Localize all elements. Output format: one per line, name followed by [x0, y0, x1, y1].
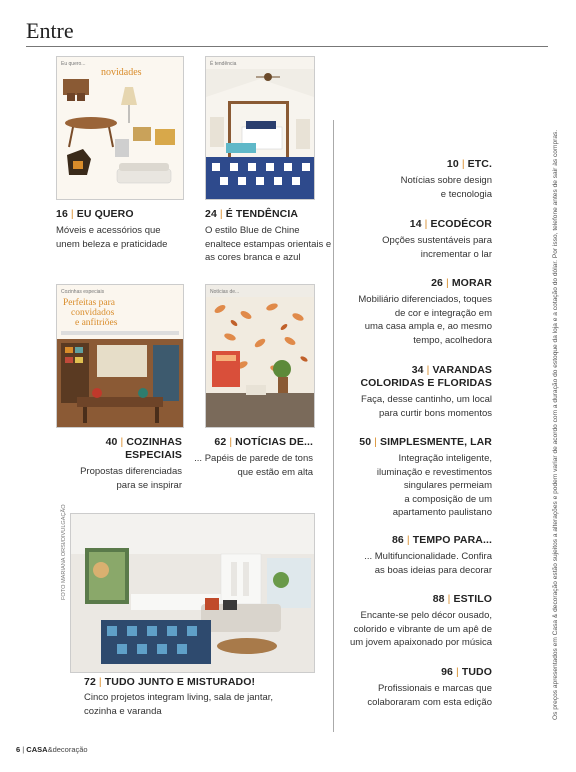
photo-credit: FOTO MARIANA ORSI/DIVULGAÇÃO — [61, 504, 67, 600]
desc-line: colorido e vibrante de um apê de — [353, 623, 492, 635]
separator: | — [444, 593, 454, 605]
separator: | — [219, 208, 226, 220]
desc-line: Notícias sobre design — [400, 175, 492, 186]
footer-brand: CASA — [26, 745, 48, 754]
separator: | — [403, 534, 413, 546]
desc-line: singulares permeiam — [403, 480, 492, 491]
desc-line: Faça, desse cantinho, um local — [361, 394, 492, 405]
section-name: SIMPLESMENTE, LAR — [380, 436, 492, 448]
toc-item-16-description — [56, 224, 167, 251]
toc-item-88-description — [342, 609, 492, 650]
page-number: 24 — [205, 208, 217, 220]
section-name: ESTILO — [453, 593, 492, 605]
page-number: 72 — [84, 676, 96, 688]
footer-brand-sub: &decoração — [47, 745, 88, 754]
desc-line: Propostas diferenciadas — [80, 466, 182, 477]
page-number: 40 — [105, 436, 118, 448]
desc-line: as cores branca e azul — [205, 252, 301, 263]
desc-line: Integração inteligente, — [398, 453, 492, 464]
desc-line: Móveis e acessórios que — [56, 225, 161, 236]
desc-line: que estão em alta — [237, 466, 313, 478]
toc-item-88-heading[interactable] — [342, 593, 492, 606]
section-name: TUDO — [461, 666, 492, 678]
desc-line: iluminação e revestimentos — [376, 466, 492, 478]
desc-line: incrementar o lar — [420, 248, 492, 260]
price-disclaimer: Os preços apresentados em Casa & decoração estão sujeitos a alterações e podem variar de acordo com a duração do estoque da loja e a cotação do dólar. Por isso, telefone antes de sair às compras. — [552, 129, 559, 720]
desc-line: colaboraram com esta edição — [367, 696, 492, 708]
section-name: TUDO JUNTO E MISTURADO! — [104, 676, 256, 688]
thumb-header-text: É tendência — [210, 61, 237, 67]
desc-line: Opções sustentáveis para — [382, 235, 492, 246]
thumb-header-text: Eu quero... — [61, 61, 86, 67]
desc-line: Encante-se pelo décor ousado, — [360, 610, 492, 621]
desc-line: tempo, acolhedora — [413, 334, 492, 346]
thumb-title-text: convidados — [71, 308, 115, 318]
page-footer — [16, 745, 88, 754]
desc-line: ... Multifuncionalidade. Confira — [364, 551, 492, 562]
desc-line: unem beleza e praticidade — [56, 238, 168, 250]
thumb-header-text: Cozinhas especiais — [61, 289, 105, 295]
page-number: 86 — [391, 534, 404, 546]
toc-item-16-heading[interactable] — [56, 208, 134, 221]
toc-item-96-description — [342, 682, 492, 709]
toc-item-86-heading[interactable] — [342, 534, 492, 547]
toc-item-10-description — [342, 174, 492, 201]
desc-line: apartamento paulistano — [392, 507, 492, 518]
toc-item-40-description — [56, 465, 182, 492]
thumb-noticias-de[interactable] — [205, 284, 315, 428]
toc-item-26-description — [342, 293, 492, 347]
photo-tudo-junto[interactable] — [70, 513, 315, 673]
section-name: NOTÍCIAS DE... — [235, 436, 313, 448]
page-number: 16 — [56, 208, 68, 220]
page-number: 34 — [411, 364, 424, 376]
column-divider — [333, 120, 334, 732]
toc-item-96-heading[interactable] — [342, 666, 492, 679]
toc-item-50-heading[interactable] — [342, 436, 492, 449]
title-rule — [26, 46, 548, 47]
thumb-title-text: e anfitriões — [75, 318, 118, 328]
separator: | — [229, 436, 236, 448]
section-name: ETC. — [467, 158, 492, 170]
toc-item-50-description — [342, 452, 492, 520]
toc-item-34-description — [342, 393, 492, 420]
footer-separator: | — [20, 745, 27, 754]
footer-page-number: 6 — [16, 745, 21, 754]
desc-line: de cor e integração em — [394, 307, 492, 319]
page-number: 88 — [432, 593, 445, 605]
separator: | — [458, 158, 468, 170]
desc-line: Mobiliário diferenciados, toques — [358, 294, 492, 305]
page-number: 26 — [431, 277, 443, 289]
thumb-eu-quero[interactable] — [56, 56, 184, 200]
section-name-line2: ESPECIAIS — [125, 449, 182, 461]
thumb-title-text: novidades — [101, 67, 142, 78]
toc-item-72-description — [84, 691, 273, 718]
separator: | — [442, 277, 452, 289]
section-name: É TENDÊNCIA — [225, 208, 299, 220]
toc-item-62-description — [190, 452, 313, 479]
desc-line: para curtir bons momentos — [379, 407, 492, 419]
section-name: EU QUERO — [76, 208, 134, 220]
page-number: 62 — [214, 436, 227, 448]
section-name: VARANDAS — [432, 364, 492, 376]
page-title: Entre — [26, 18, 74, 43]
desc-line: as boas ideias para decorar — [374, 564, 492, 576]
section-name: ECODÉCOR — [430, 218, 492, 230]
desc-line: cozinha e varanda — [84, 705, 162, 717]
page-number: 10 — [446, 158, 459, 170]
separator: | — [70, 208, 77, 220]
thumb-e-tendencia[interactable] — [205, 56, 315, 200]
desc-line: O estilo Blue de Chine — [205, 225, 300, 236]
desc-line: uma casa ampla e, ao mesmo — [364, 321, 492, 332]
toc-item-26-heading[interactable] — [342, 277, 492, 290]
toc-item-40-heading[interactable] — [56, 436, 182, 462]
toc-item-24-heading[interactable] — [205, 208, 298, 221]
toc-item-34-heading[interactable] — [342, 364, 492, 390]
desc-line: enaltece estampas orientais e — [205, 238, 332, 250]
desc-line: e tecnologia — [440, 188, 492, 200]
desc-line: a composição de um — [404, 493, 492, 505]
desc-line: para se inspirar — [116, 479, 182, 491]
section-name: MORAR — [451, 277, 492, 289]
toc-item-62-heading[interactable] — [190, 436, 313, 449]
toc-item-10-heading[interactable] — [342, 158, 492, 171]
toc-item-72-heading[interactable] — [84, 676, 255, 689]
toc-item-14-heading[interactable] — [342, 218, 492, 231]
desc-line: Cinco projetos integram living, sala de jantar, — [84, 692, 274, 703]
page-number: 14 — [409, 218, 422, 230]
thumb-title-text: Perfeitas para — [63, 298, 115, 308]
section-name: COZINHAS — [126, 436, 182, 448]
separator: | — [371, 436, 381, 448]
desc-line: Profissionais e marcas que — [377, 683, 492, 694]
separator: | — [423, 364, 433, 376]
separator: | — [120, 436, 127, 448]
separator: | — [98, 676, 105, 688]
desc-line: um jovem apaixonado por música — [349, 637, 492, 648]
desc-line: ... Papéis de parede de tons — [194, 453, 313, 464]
section-name: TEMPO PARA... — [412, 534, 492, 546]
page-number: 50 — [359, 436, 372, 448]
page-number: 96 — [441, 666, 453, 678]
thumb-cozinhas-especiais[interactable] — [56, 284, 184, 428]
thumb-header-text: Notícias de... — [210, 289, 240, 295]
section-name-line2: COLORIDAS E FLORIDAS — [360, 377, 492, 389]
separator: | — [421, 218, 431, 230]
toc-item-24-description — [205, 224, 331, 265]
toc-item-86-description — [342, 550, 492, 577]
separator: | — [452, 666, 462, 678]
toc-item-14-description — [342, 234, 492, 261]
